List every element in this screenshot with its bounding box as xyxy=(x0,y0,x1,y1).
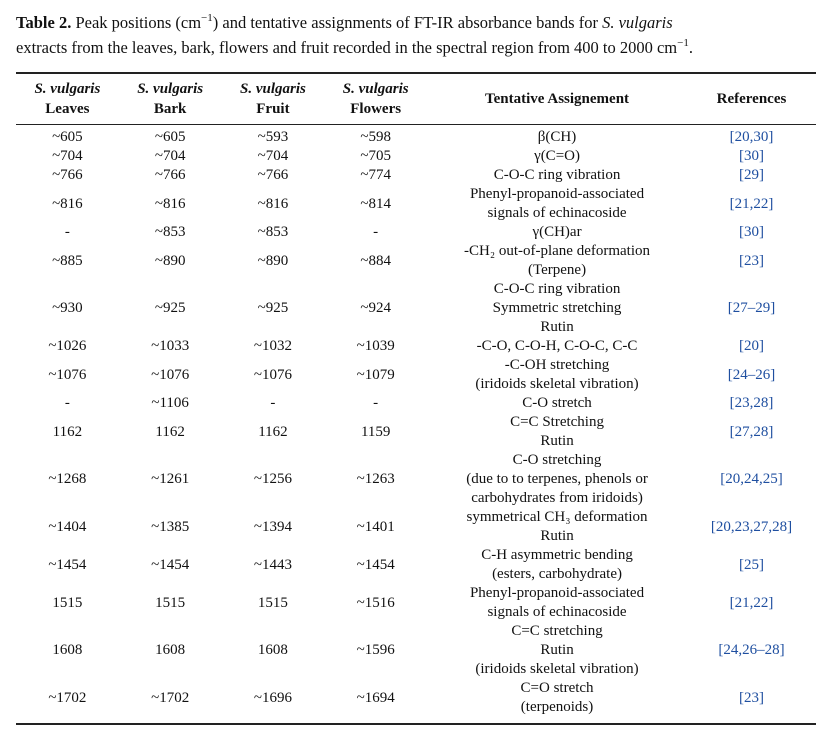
assignment-line: C-H asymmetric bending xyxy=(481,547,633,563)
cell-assignment xyxy=(427,413,687,451)
header-assignment: Tentative Assignement xyxy=(427,73,687,125)
table-row xyxy=(16,166,816,185)
table-row xyxy=(16,337,816,356)
table-caption xyxy=(16,10,826,60)
caption-text-2: ) and tentative assignments of FT-IR absorbance bands for xyxy=(212,13,603,32)
cell-assignment xyxy=(427,147,687,166)
header-row xyxy=(16,73,816,125)
assignment-line: (esters, carbohydrate) xyxy=(492,566,622,582)
assignment-line: Phenyl-propanoid-associated xyxy=(469,186,645,202)
table-row xyxy=(16,185,816,223)
cell-assignment xyxy=(427,584,687,622)
assignment-line: C-O-C ring vibration xyxy=(493,281,621,297)
assignment-line: (terpenoids) xyxy=(520,699,594,715)
assignment-line: C=C stretching xyxy=(511,623,603,639)
table-row xyxy=(16,413,816,451)
cell-flowers: ~1516 xyxy=(356,594,395,611)
caption-text-3: extracts from the leaves, bark, flowers and fruit recorded in the spectral region from 400 to 2000 cm xyxy=(16,38,678,57)
cell-assignment xyxy=(427,451,687,508)
cell-references[interactable]: [29] xyxy=(739,167,764,183)
cell-bark: ~1385 xyxy=(151,518,190,535)
cell-bark: ~605 xyxy=(154,129,186,145)
cell-bark: ~816 xyxy=(154,195,186,212)
cell-leaves: ~1404 xyxy=(48,518,87,535)
cell-assignment xyxy=(427,546,687,584)
caption-text-1: Peak positions (cm xyxy=(71,13,202,32)
assignment-line: C=O stretch xyxy=(520,680,594,696)
cell-fruit: ~925 xyxy=(257,300,289,316)
cell-fruit: ~853 xyxy=(257,224,289,240)
cell-assignment xyxy=(427,223,687,242)
cell-fruit: ~1394 xyxy=(253,518,292,535)
cell-bark: ~1454 xyxy=(151,556,190,573)
table-row xyxy=(16,622,816,679)
cell-flowers: ~1694 xyxy=(324,679,427,724)
cell-leaves: ~816 xyxy=(52,195,83,212)
cell-assignment xyxy=(427,242,687,280)
cell-bark: 1162 xyxy=(155,423,185,440)
table-row xyxy=(16,679,816,724)
assignment-line: C-O-C ring vibration xyxy=(493,167,621,183)
cell-assignment xyxy=(427,622,687,679)
cell-references[interactable]: [25] xyxy=(739,556,764,573)
ftir-table xyxy=(16,72,816,725)
assignment-line: C=C Stretching xyxy=(510,414,604,430)
cell-fruit: ~704 xyxy=(257,148,289,164)
cell-fruit: ~816 xyxy=(257,195,289,212)
cell-references[interactable]: [27,28] xyxy=(729,423,774,440)
cell-leaves: ~1454 xyxy=(48,556,87,573)
cell-assignment xyxy=(427,125,687,148)
cell-references[interactable]: [23] xyxy=(687,679,816,724)
cell-fruit: 1608 xyxy=(257,642,288,658)
cell-fruit: ~890 xyxy=(257,252,289,269)
cell-assignment xyxy=(427,394,687,413)
cell-fruit: - xyxy=(270,395,276,411)
cell-flowers: - xyxy=(373,224,379,240)
assignment-line: Rutin xyxy=(540,642,574,658)
header-fruit: S. vulgaris Fruit xyxy=(222,73,325,125)
table-row xyxy=(16,242,816,280)
caption-label: Table 2. xyxy=(16,13,72,32)
cell-assignment xyxy=(427,166,687,185)
cell-flowers: ~884 xyxy=(360,252,391,269)
assignment-line: -C-O, C-O-H, C-O-C, C-C xyxy=(476,338,638,354)
cell-flowers: ~774 xyxy=(360,167,391,183)
cell-flowers: ~1596 xyxy=(356,642,395,658)
cell-fruit: ~1443 xyxy=(253,556,292,573)
assignment-line: Rutin xyxy=(540,433,574,449)
cell-flowers: ~1263 xyxy=(356,471,395,487)
cell-fruit: ~1032 xyxy=(253,338,292,354)
cell-bark: ~1702 xyxy=(119,679,222,724)
cell-leaves: 1608 xyxy=(52,642,83,658)
cell-references[interactable]: [20,30] xyxy=(729,129,774,145)
cell-assignment xyxy=(427,356,687,394)
cell-fruit: 1162 xyxy=(258,423,288,440)
cell-flowers: ~705 xyxy=(360,148,391,164)
assignment-line: C-O stretching xyxy=(512,452,602,468)
cell-flowers: - xyxy=(373,395,379,411)
cell-fruit: ~1256 xyxy=(253,471,292,487)
table-row xyxy=(16,451,816,508)
cell-references[interactable]: [21,22] xyxy=(729,195,774,212)
cell-flowers: ~598 xyxy=(360,129,391,145)
cell-references[interactable]: [21,22] xyxy=(729,594,774,611)
cell-leaves: 1162 xyxy=(52,423,83,440)
cell-assignment xyxy=(427,679,687,724)
assignment-line: Rutin xyxy=(540,319,574,335)
cell-assignment xyxy=(427,337,687,356)
cell-leaves: ~605 xyxy=(52,129,83,145)
cell-bark: ~853 xyxy=(154,224,186,240)
caption-species: S. vulgaris xyxy=(602,13,673,32)
assignment-line: (iridoids skeletal vibration) xyxy=(475,376,639,392)
caption-superscript-2: −1 xyxy=(677,36,689,49)
cell-leaves: - xyxy=(64,395,70,411)
assignment-line: (Terpene) xyxy=(527,262,587,278)
cell-references[interactable]: [20,24,25] xyxy=(720,471,783,487)
cell-assignment xyxy=(427,508,687,546)
cell-bark: ~1261 xyxy=(151,471,190,487)
cell-assignment xyxy=(427,280,687,337)
cell-references[interactable]: [20,23,27,28] xyxy=(710,518,793,535)
assignment-line: symmetrical CH₃ deformation xyxy=(466,509,648,525)
assignment-line: C-O stretch xyxy=(522,395,592,411)
cell-leaves: ~704 xyxy=(52,148,83,164)
cell-leaves: - xyxy=(64,224,70,240)
cell-leaves: ~1268 xyxy=(48,471,87,487)
cell-bark: ~890 xyxy=(154,252,186,269)
cell-references[interactable]: [23,28] xyxy=(729,395,774,411)
cell-references[interactable]: [20] xyxy=(739,338,764,354)
table-row xyxy=(16,584,816,622)
table-row xyxy=(16,147,816,166)
table-row xyxy=(16,394,816,413)
cell-leaves: ~930 xyxy=(52,300,83,316)
cell-references[interactable]: [24–26] xyxy=(727,366,776,383)
cell-bark: 1515 xyxy=(155,594,186,611)
cell-fruit: 1515 xyxy=(257,594,288,611)
assignment-line: signals of echinacoside xyxy=(487,205,627,221)
caption-text-end: . xyxy=(688,38,693,57)
assignment-line: carbohydrates from iridoids) xyxy=(471,490,643,506)
cell-references[interactable]: [30] xyxy=(739,224,764,240)
cell-flowers: ~1039 xyxy=(356,338,395,354)
assignment-line: signals of echinacoside xyxy=(487,604,627,620)
cell-leaves: ~885 xyxy=(52,252,83,269)
table-row xyxy=(16,280,816,337)
cell-flowers: ~924 xyxy=(360,300,391,316)
header-flowers: S. vulgaris Flowers xyxy=(324,73,427,125)
assignment-line: Phenyl-propanoid-associated xyxy=(469,585,645,601)
cell-bark: ~925 xyxy=(154,300,186,316)
cell-leaves: 1515 xyxy=(52,594,83,611)
cell-bark: ~1033 xyxy=(151,338,190,354)
cell-leaves: ~1076 xyxy=(48,366,87,383)
cell-leaves: ~1026 xyxy=(48,338,87,354)
assignment-line: Symmetric stretching xyxy=(492,300,622,316)
cell-references[interactable]: [23] xyxy=(739,252,764,269)
assignment-line: -C-OH stretching xyxy=(504,357,610,373)
assignment-line: β(CH) xyxy=(537,129,577,145)
cell-flowers: ~1401 xyxy=(356,518,395,535)
assignment-line: (iridoids skeletal vibration) xyxy=(475,661,639,677)
cell-assignment xyxy=(427,185,687,223)
assignment-line: Rutin xyxy=(540,528,574,544)
cell-flowers: ~1454 xyxy=(356,556,395,573)
caption-superscript-1: −1 xyxy=(201,11,213,24)
cell-references[interactable]: [24,26–28] xyxy=(718,642,785,658)
table-row xyxy=(16,356,816,394)
header-leaves: S. vulgaris Leaves xyxy=(16,73,119,125)
cell-fruit: ~1696 xyxy=(222,679,325,724)
cell-flowers: 1159 xyxy=(360,423,391,440)
assignment-line: (due to to terpenes, phenols or xyxy=(466,471,648,487)
cell-fruit: ~766 xyxy=(257,167,289,183)
cell-bark: ~766 xyxy=(154,167,186,183)
table-row xyxy=(16,508,816,546)
assignment-line: γ(CH)ar xyxy=(532,224,582,240)
cell-leaves: ~1702 xyxy=(16,679,119,724)
table-row xyxy=(16,546,816,584)
header-references: References xyxy=(687,73,816,125)
cell-bark: 1608 xyxy=(155,642,186,658)
cell-leaves: ~766 xyxy=(52,167,83,183)
cell-bark: ~1076 xyxy=(151,366,190,383)
cell-flowers: ~1079 xyxy=(356,366,395,383)
header-bark: S. vulgaris Bark xyxy=(119,73,222,125)
cell-fruit: ~593 xyxy=(257,129,289,145)
table-row xyxy=(16,223,816,242)
table-row xyxy=(16,125,816,148)
assignment-line: γ(C=O) xyxy=(534,148,580,164)
cell-bark: ~1106 xyxy=(151,395,189,411)
assignment-line: -CH₂ out-of-plane deformation xyxy=(464,243,651,259)
cell-bark: ~704 xyxy=(154,148,186,164)
cell-fruit: ~1076 xyxy=(253,366,292,383)
cell-flowers: ~814 xyxy=(360,195,391,212)
cell-references[interactable]: [27–29] xyxy=(727,300,776,316)
cell-references[interactable]: [30] xyxy=(739,148,764,164)
